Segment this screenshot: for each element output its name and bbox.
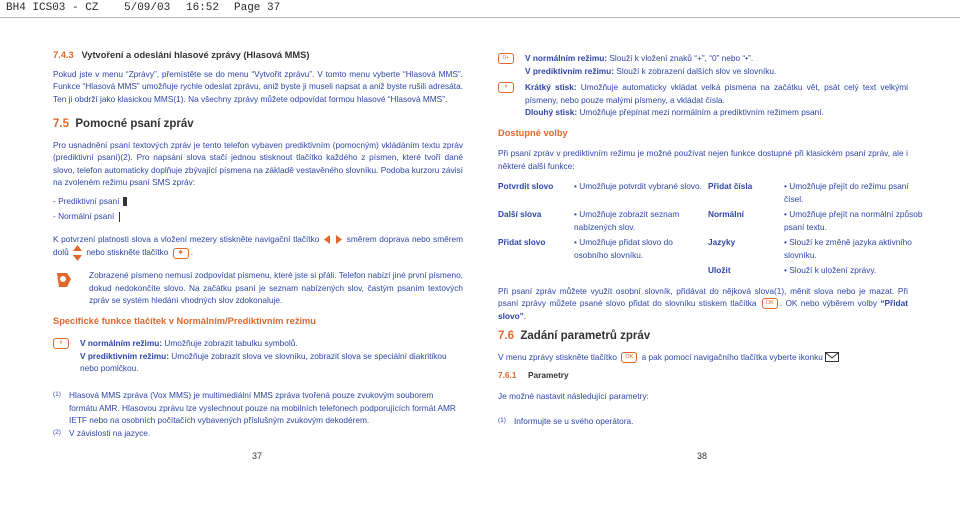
left-page xyxy=(53,49,463,375)
entry-label: V prediktivním režimu: xyxy=(525,65,614,76)
option-desc: • Umožňuje přejít do režimu psaní čísel. xyxy=(784,181,909,204)
confirm-part: směrem doprava nebo směrem dolů xyxy=(53,233,464,258)
entry-label: Krátký stisk: xyxy=(525,82,577,92)
hash-key-icon: # xyxy=(498,82,514,93)
hash-key-icon: # xyxy=(53,338,69,349)
ok-key-icon: OK xyxy=(762,298,778,309)
footnote xyxy=(53,427,463,440)
navigation-down-key-icon xyxy=(73,245,82,261)
line-cursor-icon xyxy=(119,212,120,222)
section-number: 7.4.3 xyxy=(53,50,74,60)
section-761-text: Je možné nastavit následující parametry: xyxy=(498,390,649,401)
header-page: Page 37 xyxy=(234,2,281,14)
section-title: Pomocné psaní zpráv xyxy=(75,118,194,130)
mode-label: - Normální psaní xyxy=(53,211,115,221)
option-name: Jazyky xyxy=(708,237,736,247)
right-page xyxy=(498,52,923,407)
entry-text: Slouží k zobrazení dalších slov ve slovníku. xyxy=(613,65,777,76)
spec-text: Umožňuje zobrazit tabulku symbolů. xyxy=(162,338,298,348)
star-key-icon: ✱ xyxy=(173,248,189,259)
key-entry-hash xyxy=(498,81,908,119)
confirm-part: nebo stiskněte tlačítko xyxy=(86,247,169,258)
options-heading: Dostupné volby xyxy=(498,127,568,138)
right-footnote xyxy=(498,415,908,428)
spec-label: V normálním režimu: xyxy=(80,338,163,348)
footnote xyxy=(498,415,908,428)
section-title: Vytvoření a odeslání hlasové zprávy (Hlasová MMS) xyxy=(81,50,310,60)
block-cursor-icon xyxy=(123,197,127,206)
dict-part: . xyxy=(523,310,527,321)
section-75-text: Pro usnadnění psaní textových zpráv je tento telefon vybaven prediktivním (pomocným) vkládáním textu zpráv (prediktivní psaní)(2). Pro napsání slova stačí jednou stisknout tlačítko každého z písmen, které tvoří dané slovo, telefon automaticky doplňuje zbývající písmena na základě vestavěného slovníku. Podoba kurzoru závisí na zvoleném režimu psaní SMS zpráv: xyxy=(53,139,463,187)
dict-part: Při psaní zpráv můžete využít osobní slovník, přidávat do nějková slova(1), měnit slova nebo je mazat. Při psaní zprávy můžete psané slovo přidat do slovníku stiskem tlačítka xyxy=(498,285,908,308)
envelope-settings-icon xyxy=(825,352,839,362)
footnote-mark: (2) xyxy=(53,428,61,436)
option-name: Přidat slovo xyxy=(498,237,546,247)
option-desc: • Umožňuje potvrdit vybrané slovo. xyxy=(574,181,702,191)
section-761-heading xyxy=(498,369,908,382)
option-name: Normální xyxy=(708,209,744,219)
note-block xyxy=(53,269,463,307)
entry-text: Umožňuje přepínat mezi normálním a prediktivním režimem psaní. xyxy=(577,107,824,117)
hand-note-icon xyxy=(53,269,75,291)
dict-part: “Přidat slovo” xyxy=(498,298,908,321)
entry-text: Slouží k vložení znaků “+”, “0” nebo “•”. xyxy=(607,53,754,63)
mode-normal xyxy=(53,210,463,223)
mode-label: - Prediktivní psaní xyxy=(53,195,120,206)
ok-key-icon: OK xyxy=(621,352,637,363)
section-number: 7.6 xyxy=(498,330,514,342)
option-desc: • Umožňuje zobrazit seznam nabízených slov. xyxy=(574,209,680,232)
zero-key-icon: 0+ xyxy=(498,53,514,64)
footnote-mark: (1) xyxy=(498,417,506,424)
option-desc: • Umožňuje přejít na normální způsob psaní textu. xyxy=(784,209,923,232)
section-number: 7.6.1 xyxy=(498,370,517,380)
option-name: Přidat čísla xyxy=(708,181,753,191)
spec-heading: Specifické funkce tlačítek v Normálním/Prediktivním režimu xyxy=(53,315,316,326)
options-table xyxy=(498,180,923,277)
option-desc: • Umožňuje přidat slovo do osobního slovníku. xyxy=(574,237,673,260)
spec-label: V prediktivním režimu: xyxy=(80,350,169,361)
confirm-part: K potvrzení platnosti slova a vložení mezery stiskněte navigační tlačítko xyxy=(53,233,320,244)
spec-text: Umožňuje zobrazit slova ve slovníku, zobrazit slova se speciální diakritikou nebo pomlčkou. xyxy=(80,350,447,373)
footnote-text: Hlasová MMS zpráva (Vox MMS) je multimediální MMS zpráva tvořená pouze zvukovým souborem formátu AMR. Hlasovou zprávu lze vyslechnout pouze na mobilních telefonech podporujících formát AMR IETF nebo na osobních počítačích vybavených příslušným zvukovým dekodérem. xyxy=(69,390,456,425)
option-desc: • Slouží k uložení zprávy. xyxy=(784,265,877,275)
mode-predictive xyxy=(53,195,463,208)
left-footnotes xyxy=(53,389,463,439)
entry-label: Dlouhý stisk: xyxy=(525,107,578,117)
spec-entry xyxy=(53,337,463,375)
confirm-part: . xyxy=(190,247,194,258)
section-title: Zadání parametrů zpráv xyxy=(520,330,651,342)
footnote-text: V závislosti na jazyce. xyxy=(69,427,151,438)
entry-text: Umožňuje automaticky vkládat velká písmena na začátku vět, psát celý text velkými písmeny, nebo pouze malými písmeny, a vkládat čísla. xyxy=(525,82,908,105)
note-text: Zobrazené písmeno nemusí zodpovídat písmenu, které jste si přáli. Telefon nabízí jiné první písmeno, dokud nedokončíte slovo. Na začátku psaní je seznam nabízených slov, častým psaním textových zpráv se systém hledání vhodných slov zdokonaluje. xyxy=(89,270,463,305)
dictionary-text xyxy=(498,285,908,323)
s76-part: V menu zprávy stiskněte tlačítko xyxy=(498,351,617,362)
section-76-heading xyxy=(498,330,908,343)
dict-part: . OK nebo výběrem volby xyxy=(779,298,877,308)
navigation-key-icon xyxy=(324,235,342,244)
option-name: Potvrdit slovo xyxy=(498,181,554,191)
footnote-mark: (1) xyxy=(53,391,61,398)
confirm-text xyxy=(53,233,463,262)
section-number: 7.5 xyxy=(53,118,69,130)
footnote xyxy=(53,389,463,427)
option-name: Další slova xyxy=(498,209,542,219)
section-75-heading xyxy=(53,118,463,131)
section-title: Parametry xyxy=(528,370,569,380)
option-name: Uložit xyxy=(708,265,731,275)
section-743-heading xyxy=(53,49,463,62)
header-doc: BH4 ICS03 - CZ xyxy=(6,2,99,14)
key-entry-0 xyxy=(498,52,908,77)
page-number-left: 37 xyxy=(252,451,263,461)
footnote-text: Informujte se u svého operátora. xyxy=(514,416,634,426)
page-number-right: 38 xyxy=(697,451,708,461)
header-time: 16:52 xyxy=(186,2,220,14)
options-text: Při psaní zpráv v prediktivním režimu je možné používat nejen funkce dostupné při klasickém psaní zpráv, ale i některé další funkce: xyxy=(498,148,908,171)
print-header xyxy=(0,0,960,18)
header-date: 5/09/03 xyxy=(124,2,171,14)
s76-part: a pak pomocí navigačního tlačítka vyberte ikonku xyxy=(641,351,823,362)
option-desc: • Slouží ke změně jazyka aktivního slovníku. xyxy=(784,237,912,260)
section-76-text xyxy=(498,351,908,364)
entry-label: V normálním režimu: xyxy=(525,53,608,63)
section-743-text: Pokud jste v menu “Zprávy”, přemístěte se do menu “Vytvořit zprávu”. V tomto menu vyberte “Hlasová MMS”. Funkce “Hlasová MMS” umožňuje rychle odeslat zprávu, aniž byste ji museli napsat a aniž byste rušili adresáta. Ten ji obdrží jako klasickou MMS(1). Na všechny zprávy můžete odpovídat formou hlasové “Hlasová MMS”. xyxy=(53,68,463,104)
